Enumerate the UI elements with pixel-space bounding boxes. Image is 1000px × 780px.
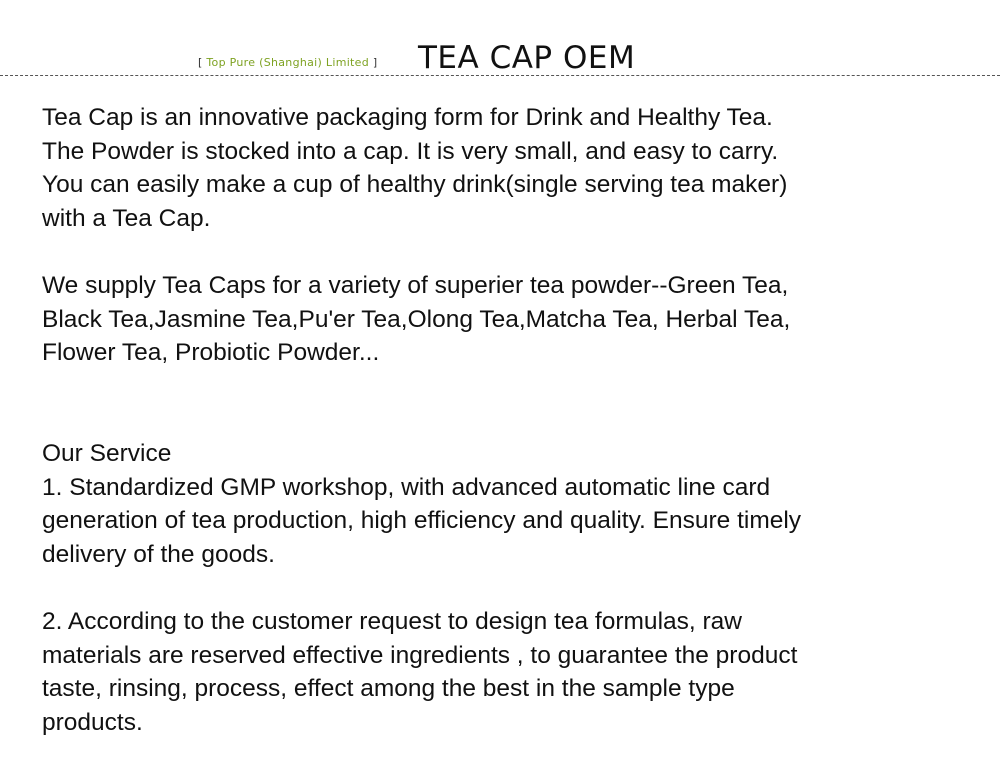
service-item-1-line: generation of tea production, high efficiency and quality. Ensure timely [42, 507, 802, 535]
intro-line: with a Tea Cap. [42, 204, 211, 232]
intro-line: You can easily make a cup of healthy drink(single serving tea maker) [42, 171, 788, 199]
company-bracket-open: [ [198, 56, 203, 69]
company-tag [198, 56, 377, 69]
service-heading: Our Service [42, 439, 172, 467]
paragraph-spacer [42, 235, 992, 269]
varieties-line: Flower Tea, Probiotic Powder... [42, 339, 380, 367]
service-item-2-line: taste, rinsing, process, effect among the best in the sample type [42, 675, 735, 703]
varieties-paragraph [42, 269, 992, 370]
section-spacer [42, 370, 992, 437]
service-item-1-line: 1. Standardized GMP workshop, with advanced automatic line card [42, 473, 771, 501]
service-item-2-line: materials are reserved effective ingredients , to guarantee the product [42, 641, 798, 669]
main-content [42, 101, 992, 739]
service-item-2-line: 2. According to the customer request to design tea formulas, raw [42, 607, 742, 635]
varieties-line: Black Tea,Jasmine Tea,Pu'er Tea,Olong Tea,Matcha Tea, Herbal Tea, [42, 305, 791, 333]
company-bracket-close: ] [372, 56, 378, 69]
intro-line: Tea Cap is an innovative packaging form for Drink and Healthy Tea. [42, 104, 773, 131]
header-divider [0, 75, 1000, 76]
page-title: TEA CAP OEM [418, 40, 636, 76]
paragraph-spacer [42, 571, 992, 605]
company-name: Top Pure (Shanghai) Limited [206, 56, 370, 69]
service-item-1-line: delivery of the goods. [42, 540, 275, 568]
intro-line: The Powder is stocked into a cap. It is very small, and easy to carry. [42, 137, 779, 165]
page-header [0, 0, 1000, 78]
varieties-line: We supply Tea Caps for a variety of superier tea powder--Green Tea, [42, 271, 789, 299]
service-item-2-line: products. [42, 708, 143, 736]
service-section [42, 437, 992, 571]
intro-paragraph [42, 101, 992, 235]
service-item-2 [42, 605, 992, 739]
